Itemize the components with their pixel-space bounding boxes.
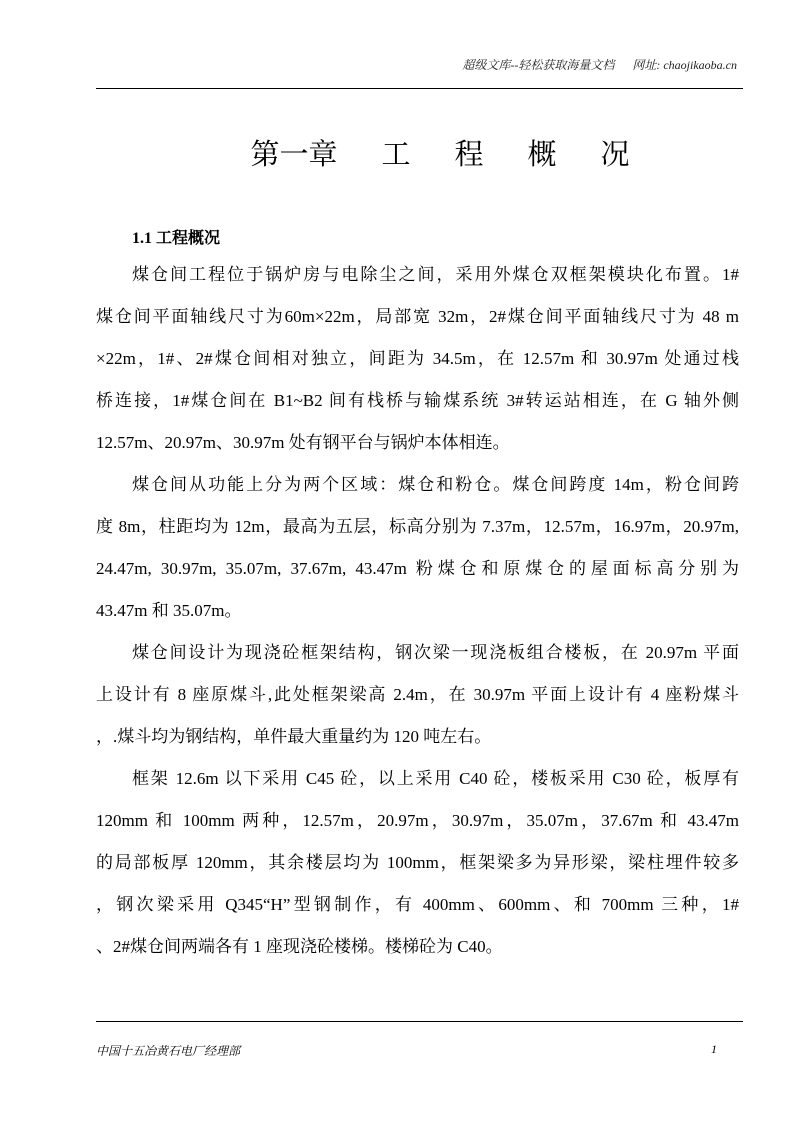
page-number: 1 [711,1042,717,1056]
paragraph-line: 上设计有 8 座原煤斗,此处框架梁高 2.4m，在 30.97m 平面上设计有 4 座粉煤斗 [96,685,739,704]
paragraph-line: 框架 12.6m 以下采用 C45 砼，以上采用 C40 砼，楼板采用 C30 砼，板厚有 [132,769,739,788]
title-part: 工 [381,139,411,171]
section-heading: 1.1 工程概况 [132,230,221,247]
paragraph-line: 120mm 和 100mm 两种，12.57m，20.97m，30.97m，35.07m，37.67m 和 43.47m [96,811,739,830]
paragraph-line: 煤仓间平面轴线尺寸为60m×22m，局部宽 32m，2#煤仓间平面轴线尺寸为 48 m [96,307,739,326]
title-part: 概 [527,139,557,171]
paragraph-line: 煤仓间工程位于锅炉房与电除尘之间，采用外煤仓双框架模块化布置。1# [132,265,739,284]
title-part: 第一章 [250,139,338,171]
document-body [96,262,739,976]
header-divider [96,88,743,89]
chapter-title [0,132,793,173]
paragraph-line: 24.47m, 30.97m, 35.07m, 37.67m, 43.47m 粉煤仓和原煤仓的屋面标高分别为 [96,559,739,578]
paragraph-line: 度 8m，柱距均为 12m，最高为五层，标高分别为 7.37m，12.57m，16.97m，20.97m, [96,517,739,536]
paragraph-line: 43.47m 和 35.07m。 [96,601,242,620]
paragraph-line: 的局部板厚 120mm，其余楼层均为 100mm，框架梁多为异形梁，梁柱埋件较多 [96,853,739,872]
paragraph-line: 桥连接，1#煤仓间在 B1~B2 间有栈桥与输煤系统 3#转运站相连，在 G 轴外侧 [96,391,739,410]
paragraph-line: 煤仓间设计为现浇砼框架结构，钢次梁一现浇板组合楼板，在 20.97m 平面 [132,643,739,662]
page-header [444,56,737,73]
title-part: 况 [600,139,630,171]
paragraph-line: 煤仓间从功能上分为两个区域：煤仓和粉仓。煤仓间跨度 14m，粉仓间跨 [132,475,739,494]
footer-divider [96,1021,743,1022]
paragraph-line: ，钢次梁采用 Q345“H”型钢制作，有 400mm、600mm、和 700mm 三种，1# [96,895,739,914]
header-url: 网址: chaojikaoba.cn [632,58,737,72]
paragraph-line: ×22m，1#、2#煤仓间相对独立，间距为 34.5m，在 12.57m 和 30.97m 处通过栈 [96,349,739,368]
footer-org: 中国十五冶黄石电厂经理部 [96,1044,241,1058]
title-part: 程 [454,139,484,171]
paragraph-line: 12.57m、20.97m、30.97m 处有钢平台与锅炉本体相连。 [96,433,510,452]
header-site: 超级文库--轻松获取海量文档 [462,58,615,72]
paragraph-line: ，.煤斗均为钢结构，单件最大重量约为 120 吨左右。 [96,727,492,746]
paragraph-line: 、2#煤仓间两端各有 1 座现浇砼楼梯。楼梯砼为 C40。 [96,937,503,956]
